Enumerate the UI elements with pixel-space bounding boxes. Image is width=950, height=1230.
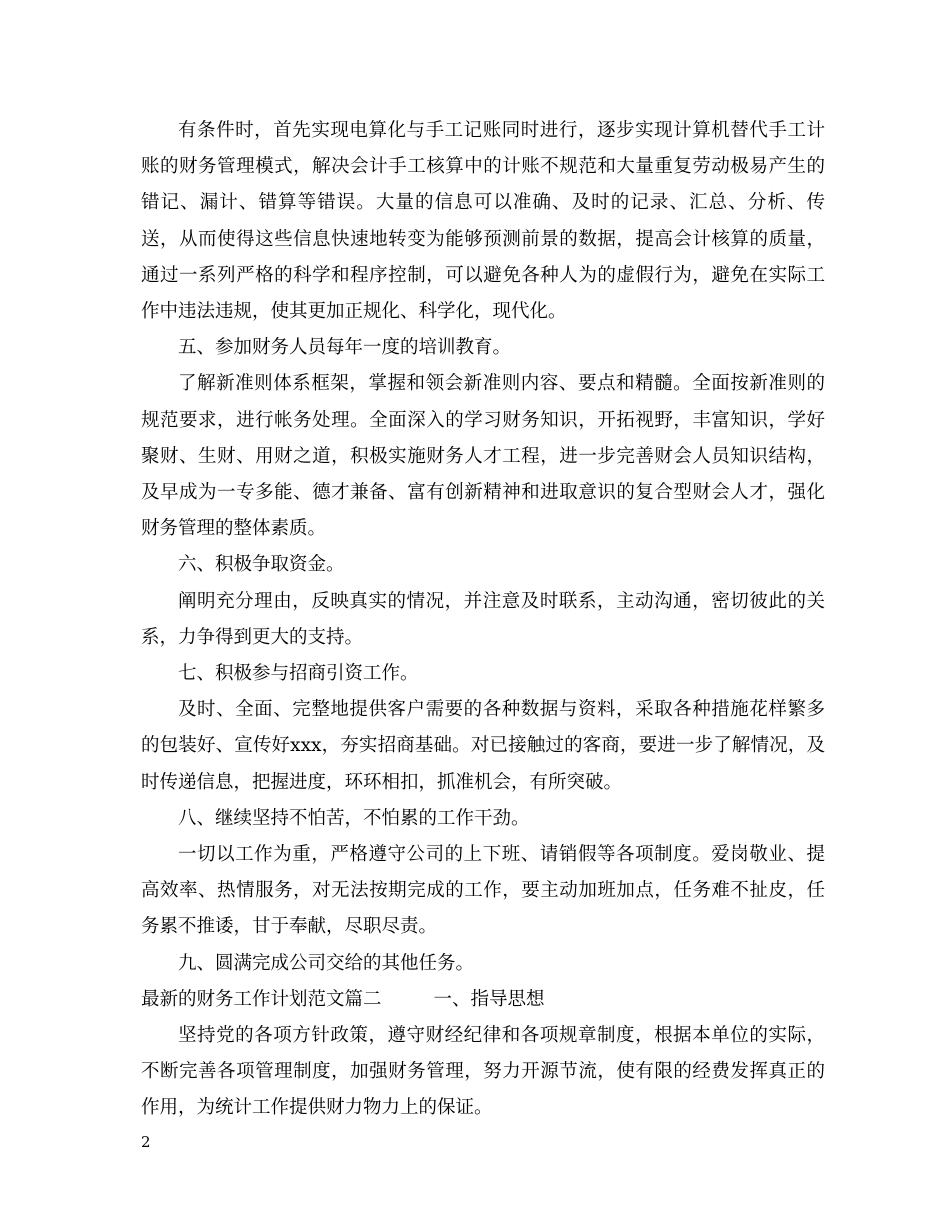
paragraph-investment: 及时、全面、完整地提供客户需要的各种数据与资料，采取各种措施花样繁多的包装好、宣传好xxx，夯实招商基础。对已接触过的客商，要进一步了解情况，及时传递信息，把握进度，环环相扣，抓准机会，有所突破。: [141, 699, 825, 793]
heading-training: 五、参加财务人员每年一度的培训教育。: [178, 337, 512, 359]
section-title: 最新的财务工作计划范文篇二: [141, 988, 382, 1010]
heading-other-tasks: 九、圆满完成公司交给的其他任务。: [178, 952, 475, 974]
page-number: 2: [141, 1133, 151, 1151]
paragraph-funding: 阐明充分理由，反映真实的情况，并注意及时联系，主动沟通，密切彼此的关系，力争得到更大的支持。: [141, 590, 825, 648]
heading-investment: 七、积极参与招商引资工作。: [178, 663, 419, 685]
section-subtitle: 一、指导思想: [433, 988, 545, 1010]
document-body: [141, 113, 825, 1127]
heading-diligence: 八、继续坚持不怕苦，不怕累的工作干劲。: [178, 807, 530, 829]
section-heading-line: [141, 982, 825, 1018]
paragraph-training: 了解新准则体系框架，掌握和领会新准则内容、要点和精髓。全面按新准则的规范要求，进行帐务处理。全面深入的学习财务知识，开拓视野，丰富知识，学好聚财、生财、用财之道，积极实施财务人才工程，进一步完善财会人员知识结构，及早成为一专多能、德才兼备、富有创新精神和进取意识的复合型财会人才，强化财务管理的整体素质。: [141, 373, 825, 540]
paragraph-guiding-thought: 坚持党的各项方针政策，遵守财经纪律和各项规章制度，根据本单位的实际，不断完善各项管理制度，加强财务管理，努力开源节流，使有限的经费发挥真正的作用，为统计工作提供财力物力上的保证。: [141, 1025, 825, 1119]
heading-funding: 六、积极争取资金。: [178, 554, 345, 576]
paragraph-diligence: 一切以工作为重，严格遵守公司的上下班、请销假等各项制度。爱岗敬业、提高效率、热情服务，对无法按期完成的工作，要主动加班加点，任务难不扯皮，任务累不推诿，甘于奉献，尽职尽责。: [141, 844, 825, 938]
paragraph-computerization: 有条件时，首先实现电算化与手工记账同时进行，逐步实现计算机替代手工计账的财务管理模式，解决会计手工核算中的计账不规范和大量重复劳动极易产生的错记、漏计、错算等错误。大量的信息可以准确、及时的记录、汇总、分析、传送，从而使得这些信息快速地转变为能够预测前景的数据，提高会计核算的质量，通过一系列严格的科学和程序控制，可以避免各种人为的虚假行为，避免在实际工作中违法违规，使其更加正规化、科学化，现代化。: [141, 120, 825, 323]
